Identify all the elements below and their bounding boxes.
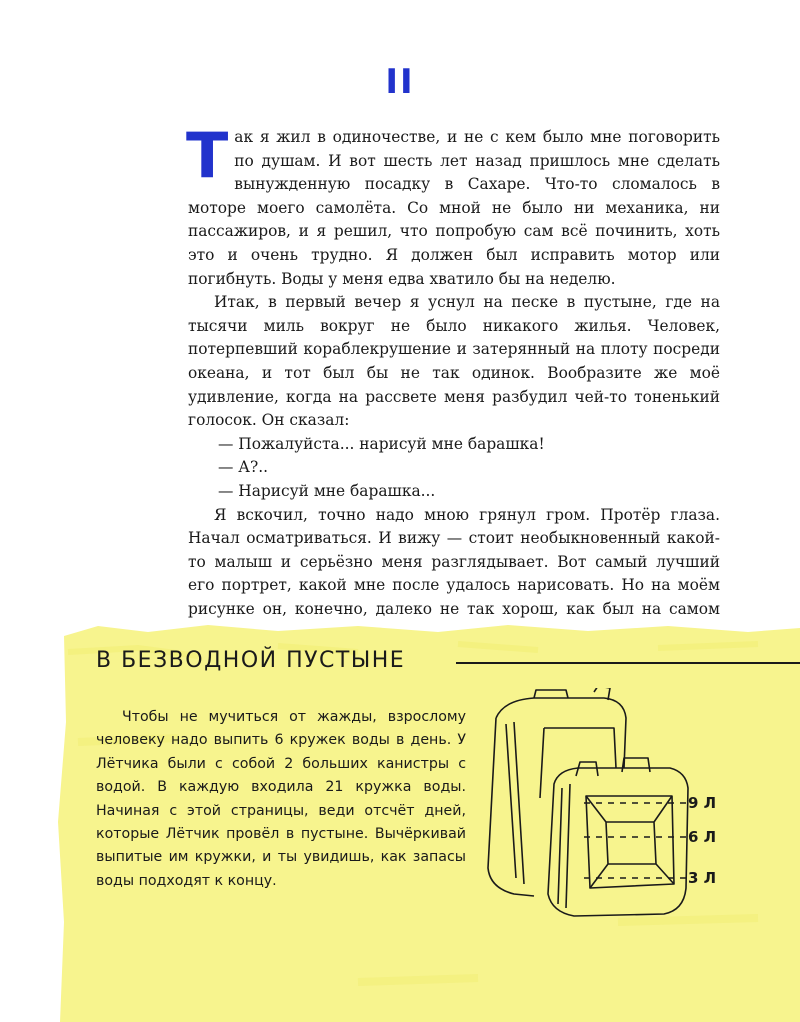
drop-cap: Т [186, 119, 229, 192]
story-text [186, 119, 720, 645]
heading-rule [456, 662, 800, 664]
level-label-9: 9 Л [688, 794, 717, 812]
paragraph-3: Я вскочил, точно надо мною грянул гром. Протёр глаза. Начал осматриваться. И вижу — стоит необыкновенный какой-то малыш и серьёзно меня разглядывает. Вот самый лучший его портрет, какой мне после удалось нарисовать. Но на моём рисунке он, конечно, далеко не так хорош, как был на самом [188, 505, 720, 618]
canister-illustration [474, 688, 717, 924]
level-label-3: 3 Л [688, 869, 717, 887]
level-label-6: 6 Л [688, 828, 717, 846]
dialog-line-3: — Нарисуй мне барашка... [218, 481, 436, 500]
paragraph-1: Так я жил в одиночестве, и не с кем было мне поговорить по душам. И вот шесть лет назад пришлось мне сделать вынужденную посадку в Сахаре. Что-то сломалось в моторе моего самолёта. Со мной не было ни механика, ни пассажиров, и я решил, что попробую сам всё починить, хоть это и очень трудно. Я должен был исправить мотор или погибнуть. Воды у меня едва хватило бы на неделю. [186, 119, 720, 288]
dialog-line-2: — А?.. [218, 458, 268, 477]
sidebar-heading: В БЕЗВОДНОЙ ПУСТЫНЕ [96, 648, 406, 673]
chapter-number: II [385, 62, 415, 102]
sidebar-text: Чтобы не мучиться от жажды, взрослому человеку надо выпить 6 кружек воды в день. У Лётчика были с собой 2 больших канистры с водой. В каждую входила 21 кружка воды. Начиная с этой страницы, веди отсчёт дней, которые Лётчик провёл в пустыне. Вычёркивай выпитые им кружки, и ты увидишь, как запасы воды подходят к концу. [96, 709, 466, 889]
dialog-line-1: — Пожалуйста... нарисуй мне барашка! [218, 434, 545, 453]
paragraph-2: Итак, в первый вечер я уснул на песке в пустыне, где на тысячи миль вокруг не было никакого жилья. Человек, потерпевший кораблекрушение и затерянный на плоту посреди океана, и тот был бы не так одинок. Вообразите же моё удивление, когда на рассвете меня разбудил чей-то тоненький голосок. Он сказал: [188, 293, 720, 430]
